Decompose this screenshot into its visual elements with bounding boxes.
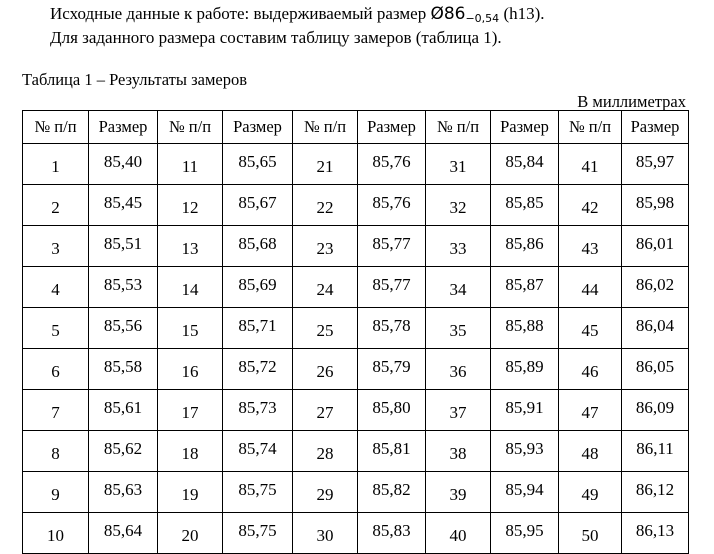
table-row [23, 513, 689, 554]
cell-size: 85,81 [358, 431, 426, 472]
cell-size: 85,69 [223, 267, 293, 308]
column-header-number: № п/п [158, 111, 223, 144]
table-row [23, 390, 689, 431]
cell-size: 86,13 [622, 513, 689, 554]
cell-number: 37 [426, 390, 491, 431]
cell-number: 44 [559, 267, 622, 308]
cell-size: 85,76 [358, 144, 426, 185]
cell-size: 85,77 [358, 226, 426, 267]
cell-number: 47 [559, 390, 622, 431]
cell-size: 85,93 [491, 431, 559, 472]
cell-number: 12 [158, 185, 223, 226]
cell-size: 85,74 [223, 431, 293, 472]
cell-number: 32 [426, 185, 491, 226]
intro-line-2: Для заданного размера составим таблицу замеров (таблица 1). [50, 28, 502, 47]
column-header-size: Размер [223, 111, 293, 144]
table-header-row [23, 111, 689, 144]
cell-number: 29 [293, 472, 358, 513]
column-header-size: Размер [491, 111, 559, 144]
table-row [23, 349, 689, 390]
cell-size: 85,94 [491, 472, 559, 513]
cell-size: 85,77 [358, 267, 426, 308]
cell-size: 85,91 [491, 390, 559, 431]
dimension-symbol: Ø86 [430, 4, 466, 24]
intro-prefix: Исходные данные к работе: выдерживаемый размер [50, 4, 431, 23]
cell-number: 9 [23, 472, 89, 513]
cell-size: 85,83 [358, 513, 426, 554]
cell-size: 85,89 [491, 349, 559, 390]
cell-size: 85,51 [89, 226, 158, 267]
cell-size: 85,40 [89, 144, 158, 185]
cell-size: 85,82 [358, 472, 426, 513]
cell-number: 2 [23, 185, 89, 226]
cell-number: 18 [158, 431, 223, 472]
cell-size: 85,79 [358, 349, 426, 390]
table-row [23, 431, 689, 472]
table-row [23, 185, 689, 226]
cell-size: 85,61 [89, 390, 158, 431]
table-row [23, 144, 689, 185]
cell-number: 21 [293, 144, 358, 185]
column-header-number: № п/п [23, 111, 89, 144]
cell-number: 48 [559, 431, 622, 472]
cell-size: 85,80 [358, 390, 426, 431]
cell-size: 86,04 [622, 308, 689, 349]
cell-size: 85,63 [89, 472, 158, 513]
cell-number: 38 [426, 431, 491, 472]
cell-size: 85,72 [223, 349, 293, 390]
cell-number: 35 [426, 308, 491, 349]
cell-size: 85,86 [491, 226, 559, 267]
cell-size: 85,56 [89, 308, 158, 349]
column-header-number: № п/п [559, 111, 622, 144]
column-header-number: № п/п [426, 111, 491, 144]
cell-number: 30 [293, 513, 358, 554]
table-row [23, 472, 689, 513]
cell-number: 39 [426, 472, 491, 513]
cell-number: 27 [293, 390, 358, 431]
cell-number: 19 [158, 472, 223, 513]
cell-number: 22 [293, 185, 358, 226]
cell-number: 34 [426, 267, 491, 308]
cell-size: 85,88 [491, 308, 559, 349]
cell-number: 36 [426, 349, 491, 390]
cell-number: 14 [158, 267, 223, 308]
cell-size: 85,64 [89, 513, 158, 554]
cell-size: 86,05 [622, 349, 689, 390]
cell-number: 25 [293, 308, 358, 349]
cell-number: 4 [23, 267, 89, 308]
column-header-size: Размер [358, 111, 426, 144]
cell-number: 42 [559, 185, 622, 226]
cell-number: 6 [23, 349, 89, 390]
cell-size: 85,67 [223, 185, 293, 226]
cell-size: 85,76 [358, 185, 426, 226]
cell-size: 85,84 [491, 144, 559, 185]
cell-size: 85,45 [89, 185, 158, 226]
cell-number: 50 [559, 513, 622, 554]
intro-suffix: (h13). [499, 4, 545, 23]
cell-size: 86,01 [622, 226, 689, 267]
column-header-size: Размер [89, 111, 158, 144]
table-caption: Таблица 1 – Результаты замеров [22, 70, 248, 89]
cell-size: 86,11 [622, 431, 689, 472]
cell-number: 15 [158, 308, 223, 349]
cell-number: 45 [559, 308, 622, 349]
cell-size: 85,58 [89, 349, 158, 390]
cell-size: 86,02 [622, 267, 689, 308]
cell-number: 11 [158, 144, 223, 185]
intro-line-1 [50, 4, 545, 25]
cell-number: 43 [559, 226, 622, 267]
cell-number: 10 [23, 513, 89, 554]
cell-number: 24 [293, 267, 358, 308]
cell-size: 85,62 [89, 431, 158, 472]
cell-number: 20 [158, 513, 223, 554]
table-row [23, 267, 689, 308]
table-row [23, 308, 689, 349]
cell-number: 7 [23, 390, 89, 431]
cell-size: 85,95 [491, 513, 559, 554]
cell-number: 16 [158, 349, 223, 390]
cell-number: 17 [158, 390, 223, 431]
cell-size: 85,98 [622, 185, 689, 226]
column-header-number: № п/п [293, 111, 358, 144]
cell-size: 85,87 [491, 267, 559, 308]
cell-number: 23 [293, 226, 358, 267]
cell-number: 40 [426, 513, 491, 554]
table-row [23, 226, 689, 267]
cell-number: 1 [23, 144, 89, 185]
cell-size: 85,78 [358, 308, 426, 349]
cell-number: 5 [23, 308, 89, 349]
table-body [23, 144, 689, 554]
cell-number: 13 [158, 226, 223, 267]
cell-size: 85,75 [223, 472, 293, 513]
cell-size: 85,53 [89, 267, 158, 308]
cell-number: 49 [559, 472, 622, 513]
cell-size: 85,85 [491, 185, 559, 226]
table-units: В миллиметрах [577, 92, 686, 111]
cell-number: 41 [559, 144, 622, 185]
cell-size: 86,12 [622, 472, 689, 513]
cell-size: 85,73 [223, 390, 293, 431]
cell-number: 3 [23, 226, 89, 267]
cell-number: 28 [293, 431, 358, 472]
column-header-size: Размер [622, 111, 689, 144]
measurements-table [22, 110, 689, 554]
cell-size: 85,71 [223, 308, 293, 349]
cell-number: 33 [426, 226, 491, 267]
cell-size: 86,09 [622, 390, 689, 431]
cell-size: 85,68 [223, 226, 293, 267]
cell-size: 85,75 [223, 513, 293, 554]
cell-size: 85,65 [223, 144, 293, 185]
cell-number: 8 [23, 431, 89, 472]
cell-size: 85,97 [622, 144, 689, 185]
dimension-tolerance: −0,54 [465, 12, 500, 25]
cell-number: 26 [293, 349, 358, 390]
cell-number: 46 [559, 349, 622, 390]
cell-number: 31 [426, 144, 491, 185]
